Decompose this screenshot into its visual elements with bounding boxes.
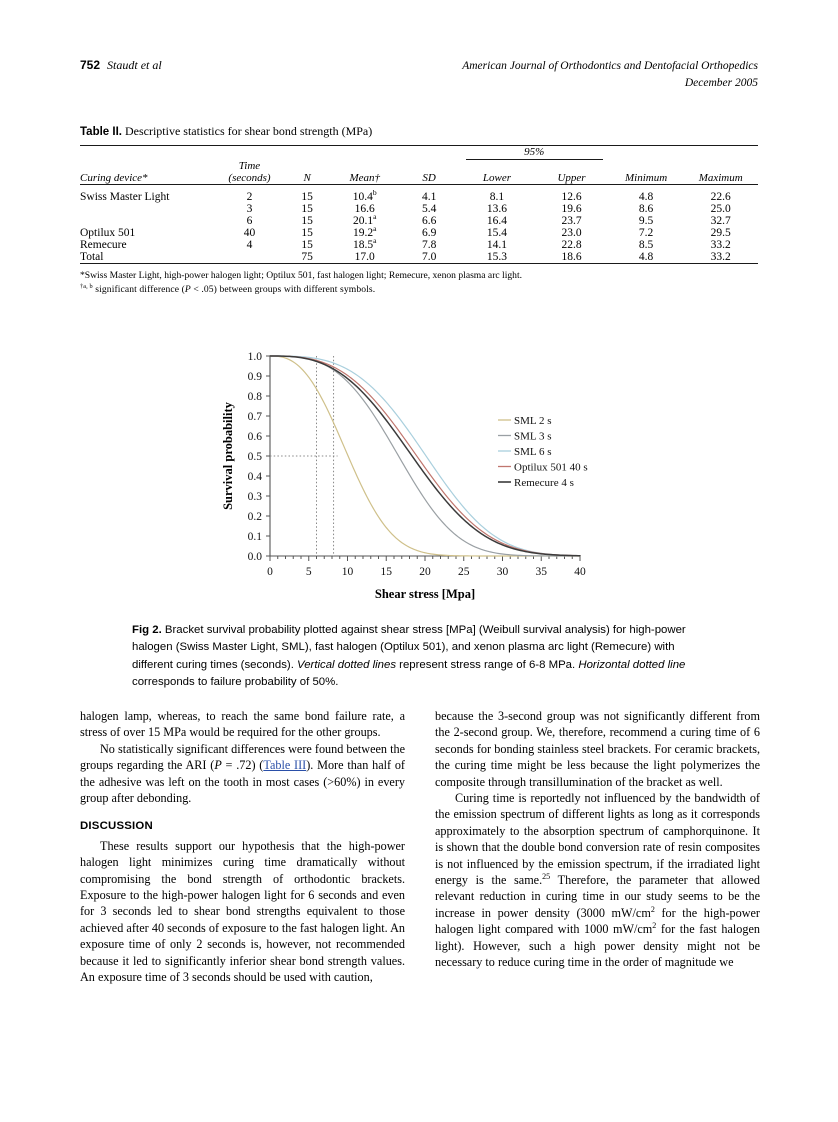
cell-upper: 19.6 <box>561 203 582 215</box>
cell-lower: 14.1 <box>486 239 507 251</box>
y-tick-label: 0.7 <box>247 411 262 423</box>
y-tick-label: 0.4 <box>247 471 262 483</box>
table-row <box>80 215 758 227</box>
running-head-authors: Staudt et al <box>107 58 162 72</box>
cell-lower: 15.4 <box>486 227 507 239</box>
unit-superscript-2: 2 <box>652 921 657 931</box>
table-header-group-row <box>80 146 758 159</box>
cell-time: 6 <box>246 215 253 227</box>
significance-marker: a <box>373 224 377 234</box>
figure-caption-italic1: Vertical dotted lines <box>297 658 397 671</box>
left-para-2 <box>80 741 405 807</box>
cell-n: 15 <box>301 239 313 251</box>
y-tick-label: 1.0 <box>247 351 262 363</box>
table-row <box>80 227 758 239</box>
survival-probability-plot <box>208 342 630 614</box>
cell-device: Remecure <box>80 239 127 251</box>
cell-n: 15 <box>301 191 313 203</box>
cell-sd: 7.8 <box>421 239 437 251</box>
x-tick-label: 5 <box>305 566 312 578</box>
citation-25: 25 <box>542 872 551 881</box>
cell-maximum: 25.0 <box>710 203 731 215</box>
table-footnote-1: *Swiss Master Light, high-power halogen light; Optilux 501, fast halogen light; Remecure, xenon plasma arc light. <box>80 270 523 281</box>
right-column <box>435 708 760 971</box>
significance-marker: a <box>373 212 377 222</box>
col-header-lower: Lower <box>482 172 511 184</box>
figure-caption-part2: represent stress range of 6-8 MPa. <box>396 658 579 671</box>
cell-minimum: 8.5 <box>638 239 654 251</box>
cell-mean: 19.2$^a$ <box>352 224 377 239</box>
table-label: Table II. <box>80 126 122 138</box>
y-tick-label: 0.5 <box>247 451 262 463</box>
left-para-2a: No statistically significant differences were found between the groups regarding the ARI ( <box>80 741 405 773</box>
cell-minimum: 9.5 <box>638 215 654 227</box>
cell-time: 2 <box>246 191 253 203</box>
x-tick-label: 20 <box>419 566 431 578</box>
right-para-2b: Therefore, the parameter that allowed relevant reduction in curing time in our study seems to be the increase in power density (3000 mW/cm <box>435 873 760 920</box>
cell-time: 40 <box>243 227 256 239</box>
cell-maximum: 22.6 <box>710 191 731 203</box>
legend-label: SML 6 s <box>514 446 552 458</box>
cell-lower: 16.4 <box>486 215 507 227</box>
figure-2-caption <box>132 622 706 691</box>
col-header-upper: Upper <box>557 172 586 184</box>
cell-lower: 15.3 <box>486 251 507 263</box>
table-footnotes <box>80 269 758 298</box>
cell-n: 15 <box>301 215 313 227</box>
journal-title: American Journal of Orthodontics and Dentofacial Orthopedics <box>462 60 758 72</box>
cell-mean: 10.4$^b$ <box>352 188 377 203</box>
figure-label: Fig 2. <box>132 624 162 636</box>
cell-sd: 4.1 <box>421 191 437 203</box>
col-header-time-l2: (seconds) <box>228 172 271 184</box>
cell-device: Swiss Master Light <box>80 191 170 203</box>
x-tick-label: 30 <box>496 566 509 578</box>
cell-device: Optilux 501 <box>80 227 136 239</box>
figure-caption-italic2: Horizontal dotted line <box>578 658 686 671</box>
legend-label: SML 3 s <box>514 430 552 443</box>
table-iii-link[interactable]: Table III <box>263 758 307 773</box>
y-tick-label: 0.8 <box>247 391 262 403</box>
cell-n: 75 <box>301 251 313 263</box>
table-row <box>80 251 758 264</box>
col-header-maximum: Maximum <box>698 172 743 184</box>
table-caption-text: Descriptive statistics for shear bond strength (MPa) <box>124 124 373 138</box>
table-row <box>80 185 758 204</box>
cell-upper: 23.0 <box>561 227 582 239</box>
left-para-1: halogen lamp, whereas, to reach the same bond failure rate, a stress of over 15 MPa would be required for the other groups. <box>80 709 405 740</box>
significance-marker: a <box>373 236 377 246</box>
x-tick-label: 25 <box>458 566 470 578</box>
cell-device <box>80 203 216 215</box>
cell-sd: 6.6 <box>421 215 437 227</box>
x-tick-label: 40 <box>574 566 586 578</box>
col-header-n: N <box>303 172 311 184</box>
running-head-left <box>80 58 162 73</box>
cell-n: 15 <box>301 203 313 215</box>
cell-maximum: 33.2 <box>710 239 731 251</box>
y-axis-title: Survival probability <box>221 402 235 510</box>
col-header-minimum: Minimum <box>625 172 668 184</box>
table-body <box>80 185 758 264</box>
col-header-sd: SD <box>422 172 436 184</box>
descriptive-statistics-table <box>80 145 758 264</box>
col-header-curing-device: Curing device* <box>80 172 148 184</box>
cell-upper: 22.8 <box>561 239 582 251</box>
footnote-p-symbol: P <box>184 284 191 296</box>
cell-device: Total <box>80 251 104 263</box>
table-row <box>80 203 758 215</box>
x-tick-label: 0 <box>267 566 273 578</box>
cell-time: 4 <box>246 239 253 251</box>
cell-lower: 8.1 <box>489 191 505 203</box>
right-para-2a: Curing time is reportedly not influenced by the bandwidth of the emission spectrum of different lights as long as it corresponds approximately to the absorption spectrum of camphorquinone. It is shown that the double bond conversion rate of resin composites is not influenced by the emission spectrum, if the irradiated light energy is the same. <box>435 791 760 888</box>
cell-minimum: 8.6 <box>638 203 654 215</box>
left-para-2c: ). More than half of the adhesive was left on the tooth in most cases (>60%) in every group after debonding. <box>80 758 405 806</box>
cell-mean: 16.6 <box>354 203 375 215</box>
x-tick-label: 10 <box>341 566 354 578</box>
y-tick-label: 0.3 <box>247 491 262 503</box>
cell-sd: 7.0 <box>421 251 437 263</box>
right-para-2d: for the fast halogen light). However, such a high power density might not be necessary to reduce curing time in the order of magnitude we <box>435 922 760 970</box>
cell-mean: 18.5$^a$ <box>352 236 377 251</box>
running-head <box>80 58 758 91</box>
y-tick-label: 0.2 <box>247 511 262 523</box>
right-para-1: because the 3-second group was not significantly different from the 2-second group. We, therefore, recommend a curing time of 6 seconds for bonding stainless steel brackets. For ceramic brackets, the curing time might be less because the light polymerizes the composite through transillumination of the bracket as well. <box>435 709 760 789</box>
table-column-header-row <box>80 160 758 185</box>
ci-group-header: 95% <box>524 146 545 158</box>
figure-caption-part3: corresponds to failure probability of 50%. <box>132 675 339 688</box>
cell-minimum: 7.2 <box>638 227 654 239</box>
figure-caption-part1: Bracket survival probability plotted against shear stress [MPa] (Weibull survival analysis) for high-power halogen (Swiss Master Light, SML), fast halogen (Optilux 501), and xenon plasma arc light (Remecure) with different curing times (seconds). <box>132 624 686 671</box>
right-para-2c: for the high-power halogen light compared with 1000 mW/cm <box>435 905 760 937</box>
body-columns <box>80 708 760 985</box>
cell-lower: 13.6 <box>486 203 507 215</box>
y-tick-label: 0.0 <box>247 551 262 563</box>
x-axis-title: Shear stress [Mpa] <box>374 587 476 601</box>
table-row <box>80 239 758 251</box>
figure-2-chart <box>208 342 630 614</box>
cell-upper: 12.6 <box>561 191 582 203</box>
footnote-text-b: < .05) between groups with different symbols. <box>190 284 376 296</box>
issue-date: December 2005 <box>684 76 758 89</box>
left-para-2b: = .72) ( <box>221 758 264 773</box>
cell-maximum: 29.5 <box>710 227 731 239</box>
left-column <box>80 708 405 985</box>
x-tick-label: 35 <box>535 566 547 578</box>
cell-sd: 5.4 <box>421 203 437 215</box>
right-para-2 <box>435 790 760 970</box>
x-tick-label: 15 <box>380 566 392 578</box>
y-tick-label: 0.6 <box>247 431 262 443</box>
table-footnote-2 <box>80 283 758 297</box>
col-header-time <box>216 160 284 185</box>
table-ii-block <box>80 124 758 298</box>
left-para-3: These results support our hypothesis that the high-power halogen light minimizes curing time dramatically without compromising the bond strength of orthodontic brackets. Exposure to the high-power halogen light for 6 seconds and even for 3 seconds led to shear bond strengths equivalent to those achieved after 40 seconds of exposure to the fast halogen light. An exposure time of only 2 seconds is, however, not recommended because it led to significantly inferior shear bond strength values. An exposure time of 3 seconds should be used with caution, <box>80 838 405 985</box>
y-tick-label: 0.1 <box>247 531 262 543</box>
cell-n: 15 <box>301 227 313 239</box>
running-head-right <box>462 58 758 91</box>
cell-mean: 20.1$^a$ <box>352 212 377 227</box>
cell-device <box>80 215 216 227</box>
page-number: 752 <box>80 58 101 72</box>
table-caption <box>80 124 758 139</box>
significance-marker: b <box>372 188 377 198</box>
legend-label: SML 2 s <box>514 415 552 427</box>
cell-time <box>216 251 284 264</box>
cell-mean: 17.0 <box>354 251 375 263</box>
cell-upper: 18.6 <box>561 251 582 263</box>
cell-minimum: 4.8 <box>638 191 654 203</box>
legend-label: Optilux 501 40 s <box>514 461 588 474</box>
footnote-marks: †a, b <box>80 283 93 291</box>
left-para-p-symbol: P <box>214 758 222 773</box>
unit-superscript-1: 2 <box>650 904 655 914</box>
cell-maximum: 33.2 <box>710 251 731 263</box>
cell-maximum: 32.7 <box>710 215 731 227</box>
legend-label: Remecure 4 s <box>514 477 574 489</box>
col-header-time-l1: Time <box>238 160 261 172</box>
footnote-text-a: significant difference ( <box>92 284 185 296</box>
y-tick-label: 0.9 <box>247 371 262 383</box>
col-header-mean: Mean† <box>349 172 381 184</box>
discussion-heading: DISCUSSION <box>80 820 153 833</box>
cell-minimum: 4.8 <box>638 251 654 263</box>
cell-sd: 6.9 <box>421 227 437 239</box>
cell-time: 3 <box>246 203 253 215</box>
cell-upper: 23.7 <box>561 215 582 227</box>
